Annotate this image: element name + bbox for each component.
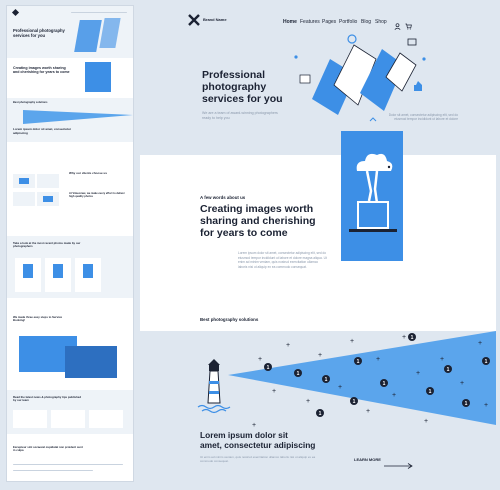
svg-text:+: +	[286, 342, 291, 349]
thumb-why-title: Why our clients choose us	[69, 171, 108, 175]
thumb-gallery	[7, 236, 133, 298]
hero-title	[202, 69, 283, 105]
hero-side-note: Dolor sit amet, consectetur adipiscing elit, sed do eiusmod tempor incididunt ut labore et dolore	[388, 113, 458, 122]
badge-10: 1	[352, 399, 356, 405]
arrow-right-icon[interactable]	[384, 456, 414, 474]
about-title-line-2: sharing and cherishing	[200, 215, 316, 227]
svg-text:+: +	[272, 388, 277, 395]
badge-1: 1	[266, 365, 270, 371]
thumb-about-title: Creating images worth sharing and cherishing for years to come	[13, 66, 70, 75]
nav-home[interactable]: Home	[283, 19, 297, 25]
thumb-why-body: At Vimeomax, we make every effort to deliver high quality photos	[69, 192, 125, 199]
svg-text:+: +	[402, 334, 407, 341]
about-image-card	[341, 131, 403, 261]
thumb-about	[7, 58, 133, 98]
lighthouse-icon	[198, 359, 230, 413]
thumb-section2: Best photography solutions	[13, 101, 48, 104]
badge-7: 1	[428, 389, 432, 395]
hero-subtitle: We are a team of award-winning photographers ready to help you	[202, 111, 278, 120]
hero-title-line-2: photography	[202, 81, 267, 93]
nav-pages[interactable]: Pages	[322, 19, 337, 25]
solutions-title	[200, 431, 315, 450]
thumb-solutions	[7, 98, 133, 142]
about-section	[140, 155, 496, 331]
solutions-title-line-1: Lorem ipsum dolor sit	[200, 430, 288, 440]
nav-portfolio[interactable]: Portfolio	[339, 19, 358, 25]
brand-logo-icon[interactable]	[188, 13, 200, 25]
thumb-footer	[7, 440, 133, 481]
badge-8: 1	[446, 367, 450, 373]
badge-5: 1	[382, 381, 386, 387]
thumb-steps	[7, 306, 133, 382]
solutions-body: Ut enim ad minim veniam, quis nostrud exercitation ullamco laboris nisi ut aliquip ex ea commodo consequat.	[200, 455, 316, 464]
thumb-beam	[23, 110, 133, 124]
svg-text:+: +	[484, 402, 489, 409]
thumb-news	[7, 390, 133, 434]
svg-text:+: +	[350, 338, 355, 345]
about-body: Lorem ipsum dolor sit amet, consectetur adipiscing elit, sed do eiusmod tempor incididunt ut labore et dolore magna aliqua. Ut enim ad minim veniam, quis nostrud exercitation ullamco laboris nisi ut aliquip ex ea commodo consequat.	[238, 251, 327, 269]
svg-text:+: +	[338, 384, 343, 391]
svg-text:+: +	[252, 422, 257, 429]
thumb-news-title: Read the latest news & photography tips published by our team	[13, 395, 82, 403]
badge-3: 1	[324, 377, 328, 383]
nav-shop[interactable]: Shop	[375, 19, 387, 25]
about-title-line-3: for years to come	[200, 227, 288, 239]
svg-text:+: +	[376, 356, 381, 363]
svg-text:+: +	[258, 356, 263, 363]
about-title-line-1: Creating images worth	[200, 203, 314, 215]
svg-text:+: +	[424, 418, 429, 425]
svg-text:+: +	[392, 392, 397, 399]
nav-features[interactable]: Features	[300, 19, 320, 25]
nav-blog[interactable]: Blog	[361, 19, 372, 25]
beam-illustration	[140, 331, 496, 451]
svg-text:+: +	[366, 408, 371, 415]
badge-12: 1	[484, 359, 488, 365]
hero-title-line-1: Professional	[202, 69, 266, 81]
solutions-label: Best photography solutions	[200, 317, 259, 322]
badge-4: 1	[356, 359, 360, 365]
badge-6: 1	[410, 335, 414, 341]
main-page	[140, 5, 496, 480]
svg-text:+: +	[478, 340, 483, 347]
about-title	[200, 203, 316, 239]
solutions-title-line-2: amet, consectetur adipiscing	[200, 439, 316, 450]
svg-text:+: +	[306, 398, 311, 405]
thumb-why	[7, 166, 133, 230]
thumb-logo-icon	[12, 9, 19, 16]
badge-11: 1	[318, 411, 322, 417]
learn-more-link[interactable]: LEARN MORE	[354, 457, 381, 462]
cloud-upload-illustration	[341, 131, 403, 261]
svg-text:+: +	[318, 352, 323, 359]
badge-2: 1	[296, 371, 300, 377]
brand-name[interactable]: Brand Name	[203, 17, 227, 22]
thumb-take-look: Take a look at the most recent photos made by our photographers	[13, 241, 81, 249]
page-thumbnail	[6, 5, 134, 482]
badge-9: 1	[464, 401, 468, 407]
thumb-footer-title: Excepteur sint occaecat cupidatat non proident sunt in culpa	[13, 445, 83, 453]
thumb-hero	[7, 6, 133, 58]
thumb-section3-title: Lorem ipsum dolor sit amet, consectetur adipiscing	[13, 127, 72, 135]
svg-text:+: +	[416, 370, 421, 377]
thumb-hero-title: Professional photography services for you	[13, 28, 65, 38]
svg-text:+: +	[460, 380, 465, 387]
thumb-easy-title: We made three easy steps to Service Booking!	[13, 315, 63, 323]
hero-title-line-3: services for you	[202, 93, 283, 105]
svg-text:+: +	[440, 356, 445, 363]
about-kicker: A few words about us	[200, 195, 246, 200]
